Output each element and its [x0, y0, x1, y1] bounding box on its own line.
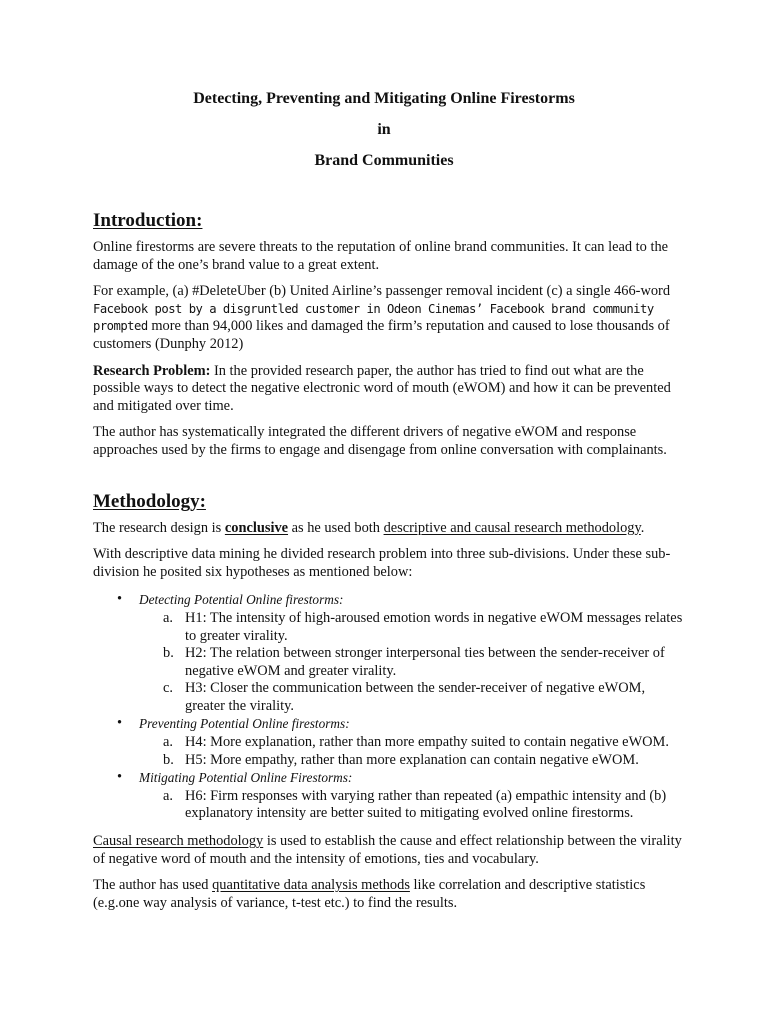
method-p1-part-e: . — [640, 519, 645, 536]
bullet-marker: • — [117, 715, 123, 732]
method-p1-part-a: The research design is — [93, 519, 225, 536]
hypothesis-group-preventing — [93, 715, 683, 769]
hypothesis-item-h6 — [93, 788, 683, 823]
title-line-1: Detecting, Preventing and Mitigating Online Firestorms — [193, 90, 575, 107]
method-p1-part-c: as he used both — [288, 519, 384, 536]
hypothesis-group-mitigating — [93, 769, 683, 823]
bullet-marker: • — [117, 591, 123, 608]
hypothesis-sublist — [139, 610, 683, 716]
research-problem-text: In the provided research paper, the author has tried to find out what are the possible ways to detect the negative electronic word of mouth (eWOM) and how it can be prevented and mitigated over time. — [93, 362, 671, 414]
intro-paragraph-4: The author has systematically integrated the different drivers of negative eWOM and response approaches used by the firms to engage and disengage from online conversation with complainants. — [93, 424, 667, 458]
group-title: Mitigating Potential Online Firestorms: — [139, 770, 353, 786]
methodology-paragraph-4 — [93, 877, 683, 912]
title-line-3: Brand Communities — [314, 152, 454, 169]
research-problem-paragraph — [93, 363, 683, 416]
group-title: Preventing Potential Online firestorms: — [139, 716, 350, 732]
quantitative-methods-term: quantitative data analysis methods — [212, 877, 410, 894]
hypothesis-sublist — [139, 788, 683, 823]
hypothesis-item-h5 — [93, 752, 683, 770]
methodology-heading: Methodology: — [93, 490, 206, 512]
method-conclusive-term: conclusive — [224, 519, 289, 536]
intro-paragraph-2 — [93, 283, 683, 353]
item-text: H2: The relation between stronger interpersonal ties between the sender-receiver of negative eWOM and greater virality. — [185, 645, 665, 679]
method-descriptive-causal-term: descriptive and causal research methodology — [383, 519, 641, 536]
item-text: H3: Closer the communication between the sender-receiver of negative eWOM, greater the virality. — [185, 680, 646, 714]
item-text: H5: More empathy, rather than more explanation can contain negative eWOM. — [185, 751, 639, 768]
hypothesis-item-h3 — [93, 680, 683, 715]
group-title: Detecting Potential Online firestorms: — [139, 592, 344, 608]
hypotheses-list — [93, 591, 683, 823]
causal-methodology-term: Causal research methodology — [93, 833, 264, 850]
intro-p2-part-a: For example, (a) #DeleteUber (b) United Airline’s passenger removal incident (c) a single 466-word — [93, 283, 671, 300]
item-text: H6: Firm responses with varying rather than repeated (a) empathic intensity and (b) explanatory intensity are better suited to mitigating evolved online firestorms. — [185, 787, 667, 822]
methodology-paragraph-1 — [93, 520, 683, 538]
item-marker: b. — [163, 751, 174, 768]
document-body — [93, 209, 683, 912]
item-marker: c. — [163, 680, 173, 697]
intro-p2-part-c: more than 94,000 likes and damaged the firm’s reputation and caused to lose thousands of customers (Dunphy 2012) — [93, 318, 670, 352]
hypothesis-group-detecting — [93, 591, 683, 715]
hypothesis-sublist — [139, 734, 683, 769]
bullet-marker: • — [117, 769, 123, 786]
title-line-2: in — [377, 121, 391, 138]
introduction-heading: Introduction: — [93, 210, 203, 231]
method-p4-part-a: The author has used — [93, 877, 213, 894]
method-p4-part-c: like correlation and descriptive statistics (e.g.one way analysis of variance, t-test etc.) to find the results. — [93, 877, 646, 911]
methodology-paragraph-3 — [93, 833, 683, 868]
hypothesis-item-h2 — [93, 645, 683, 680]
hypothesis-item-h4 — [93, 734, 683, 752]
research-problem-label: Research Problem: — [93, 362, 211, 379]
intro-paragraph-1: Online firestorms are severe threats to the reputation of online brand communities. It can lead to the damage of the one’s brand value to a great extent. — [93, 239, 669, 273]
item-marker: a. — [163, 734, 173, 751]
item-marker: a. — [163, 787, 173, 804]
item-text: H1: The intensity of high-aroused emotion words in negative eWOM messages relates to greater virality. — [185, 609, 683, 644]
methodology-paragraph-2: With descriptive data mining he divided research problem into three sub-divisions. Under these sub-division he posited six hypotheses as mentioned below: — [93, 546, 671, 580]
hypothesis-item-h1 — [93, 610, 683, 645]
document-title — [0, 89, 768, 182]
intro-p2-part-b: Facebook post by a disgruntled customer in Odeon Cinemas’ Facebook brand community prompted — [93, 301, 654, 334]
item-text: H4: More explanation, rather than more empathy suited to contain negative eWOM. — [185, 734, 669, 751]
item-marker: b. — [163, 645, 174, 662]
item-marker: a. — [163, 609, 173, 626]
method-p3-text: is used to establish the cause and effect relationship between the virality of negative word of mouth and the intensity of emotions, ties and vocabulary. — [93, 833, 682, 867]
